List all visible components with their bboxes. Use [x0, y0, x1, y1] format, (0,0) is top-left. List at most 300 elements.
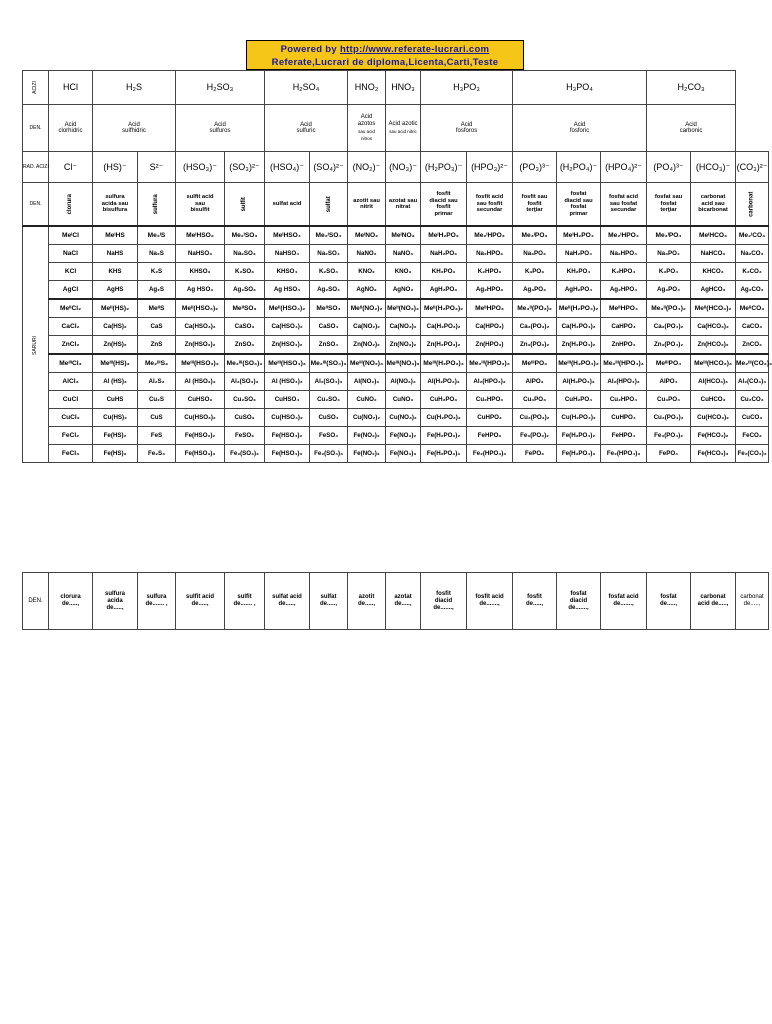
salt-formula: FeCl₂ — [49, 427, 93, 445]
salt-formula: CuCO₃ — [736, 409, 769, 427]
acid-name-alt: sau acid nitros — [358, 129, 375, 141]
salt-formula: Na₂CO₃ — [736, 245, 769, 263]
salt-formula: Al (HSO₃)₃ — [176, 373, 225, 391]
denomination-blank — [138, 573, 176, 630]
denomination-blank — [421, 573, 467, 630]
salt-formula: Cu₂HPO₃ — [467, 391, 513, 409]
salt-formula: AgHS — [93, 281, 138, 300]
salt-formula: Na₃PO₃ — [513, 245, 557, 263]
salt-formula: Al(H₂PO₄)₃ — [557, 373, 601, 391]
radical-name: sulfat — [325, 195, 332, 213]
acid-radical: (HSO₃)⁻ — [176, 152, 225, 183]
row-label-den: DEN. — [23, 105, 49, 152]
salt-formula: Cu(H₂PO₄)₂ — [557, 409, 601, 427]
banner-line1 — [247, 43, 523, 56]
salt-formula: Fe₂(SO₃)₃ — [225, 445, 265, 463]
radical-name: carbonat acid sau bicarbonat — [698, 194, 728, 214]
acid-name-cell — [386, 105, 421, 152]
radical-name-cell — [348, 183, 386, 227]
salt-formula: FePO₄ — [647, 445, 691, 463]
acid-formula: H₂SO₃ — [176, 71, 265, 105]
salt-formula: Al (HS)₃ — [93, 373, 138, 391]
radical-name: fosfat sau fosfat terţiar — [654, 194, 683, 214]
salt-formula: AgCl — [49, 281, 93, 300]
salt-formula: AgNO₃ — [386, 281, 421, 300]
salt-formula: Ag₃PO₃ — [513, 281, 557, 300]
radical-name: sulfat acid — [272, 200, 302, 207]
salt-general-formula: MeᴵᴵᴵPO₄ — [647, 354, 691, 373]
salt-formula: K₂CO₃ — [736, 263, 769, 281]
acid-radical: Cl⁻ — [49, 152, 93, 183]
salt-formula: CaCl₂ — [49, 318, 93, 336]
salt-formula: CaS — [138, 318, 176, 336]
salt-formula: Fe(NO₂)₂ — [348, 427, 386, 445]
salt-formula: CuNO₂ — [348, 391, 386, 409]
salt-formula: Al₂(SO₃)₃ — [225, 373, 265, 391]
radical-name: clorura — [67, 193, 74, 215]
acid-name: Acid sulfuric — [296, 121, 316, 134]
salt-formula: Fe(NO₃)₂ — [386, 427, 421, 445]
salt-formula: Cu(HSO₃)₂ — [176, 409, 225, 427]
salt-formula: Zn₃(PO₃)₂ — [513, 336, 557, 355]
salt-formula: FeSO₃ — [225, 427, 265, 445]
salt-general-formula: Me₂ᴵᴵᴵ(HPO₄)₃ — [601, 354, 647, 373]
salt-formula: Ca₃(PO₄)₂ — [647, 318, 691, 336]
salt-formula: Ag₂SO₄ — [310, 281, 348, 300]
salt-general-formula: Me₃ᴵᴵ(PO₄)₂ — [647, 299, 691, 318]
salt-general-formula: MeᴵᴵCO₃ — [736, 299, 769, 318]
acid-radical: (NO₃)⁻ — [386, 152, 421, 183]
salt-formula: FeHPO₄ — [601, 427, 647, 445]
acid-radical: S²⁻ — [138, 152, 176, 183]
salt-formula: Fe(HSO₄)₃ — [265, 445, 310, 463]
radical-name-cell — [138, 183, 176, 227]
denomination-text: sulfat acid de....., — [272, 594, 302, 607]
salt-formula: Cu(HSO₄)₂ — [265, 409, 310, 427]
salt-formula: AgH₂PO₄ — [557, 281, 601, 300]
denomination-row — [23, 573, 769, 630]
salt-formula: K₃PO₃ — [513, 263, 557, 281]
acid-radical: (NO₂)⁻ — [348, 152, 386, 183]
salt-formula: Fe(NO₃)₃ — [386, 445, 421, 463]
salt-general-formula: MeᴵHSO₃ — [176, 226, 225, 245]
salt-formula: Al(NO₂)₃ — [348, 373, 386, 391]
salt-formula: CuCl₂ — [49, 409, 93, 427]
salt-row — [23, 299, 769, 318]
radical-name-cell — [49, 183, 93, 227]
radical-row — [23, 152, 769, 183]
acid-radical: (PO₃)³⁻ — [513, 152, 557, 183]
salt-formula: Cu₂SO₃ — [225, 391, 265, 409]
salt-formula: ZnCl₂ — [49, 336, 93, 355]
denomination-blank — [513, 573, 557, 630]
salt-general-formula: MeᴵᴵHPO₃ — [467, 299, 513, 318]
salt-formula: CuHPO₃ — [467, 409, 513, 427]
salt-formula: K₂S — [138, 263, 176, 281]
salt-formula: Ag₂CO₃ — [736, 281, 769, 300]
acid-formula: H₃PO₄ — [513, 71, 647, 105]
salt-formula: NaCl — [49, 245, 93, 263]
salt-formula: CuHSO₄ — [265, 391, 310, 409]
radical-name: fosfat acid sau fosfat secundar — [609, 194, 639, 214]
denomination-text: fosfat de....., — [659, 594, 677, 607]
salt-formula: ZnCO₃ — [736, 336, 769, 355]
salt-formula: Fe₂(HPO₃)₃ — [467, 445, 513, 463]
acid-radical: (H₂PO₄)⁻ — [557, 152, 601, 183]
denomination-blank — [265, 573, 310, 630]
salt-formula: Zn(HSO₃)₂ — [176, 336, 225, 355]
salt-formula: CuH₂PO₄ — [557, 391, 601, 409]
salt-general-formula: Meᴵᴵ(NO₂)₂ — [348, 299, 386, 318]
salt-formula: FeCl₃ — [49, 445, 93, 463]
banner-line2: Referate,Lucrari de diploma,Licenta,Carti,Teste — [271, 57, 499, 68]
salt-formula: Zn(NO₂)₂ — [348, 336, 386, 355]
salt-formula: Fe(H₂PO₄)₂ — [557, 427, 601, 445]
salt-formula: Fe(H₂PO₄)₃ — [557, 445, 601, 463]
salt-general-formula: MeᴵᴵHPO₄ — [601, 299, 647, 318]
radical-name-cell — [601, 183, 647, 227]
acid-name-row — [23, 105, 769, 152]
denomination-blank — [176, 573, 225, 630]
salt-formula: Ag₃PO₄ — [647, 281, 691, 300]
salt-general-formula: Me₂ᴵCO₃ — [736, 226, 769, 245]
acids-salts-table — [22, 70, 772, 463]
acid-formula-row — [23, 71, 769, 105]
salt-general-formula: MeᴵHS — [93, 226, 138, 245]
acid-name: Acid azotic — [388, 120, 418, 127]
row-label-acizi — [23, 71, 49, 105]
radical-name-row — [23, 183, 769, 227]
salt-formula: CaSO₄ — [310, 318, 348, 336]
salt-formula: CaSO₃ — [225, 318, 265, 336]
salt-row — [23, 391, 769, 409]
acid-name-cell — [49, 105, 93, 152]
acid-name-cell — [421, 105, 513, 152]
banner-prefix: Powered by — [280, 44, 340, 55]
banner-link[interactable]: http://www.referate-lucrari.com — [339, 44, 490, 55]
radical-name: fosfat diacid sau fosfat primar — [564, 191, 593, 217]
salt-formula: Ag HSO₄ — [265, 281, 310, 300]
salt-formula: AlCl₃ — [49, 373, 93, 391]
salt-general-formula: Me₂ᴵS — [138, 226, 176, 245]
denomination-blank — [310, 573, 348, 630]
acid-radical: (H₂PO₃)⁻ — [421, 152, 467, 183]
salt-general-formula: MeᴵNO₃ — [386, 226, 421, 245]
radical-name: sulfit acid sau bisulfit — [186, 194, 214, 214]
salt-general-formula: Meᴵᴵᴵ(H₂PO₄)₃ — [557, 354, 601, 373]
salt-formula: Zn(HCO₃)₂ — [691, 336, 736, 355]
denomination-blank — [348, 573, 386, 630]
salt-formula: Fe₂(SO₄)₃ — [310, 445, 348, 463]
acid-name-cell — [348, 105, 386, 152]
denomination-text: sulfat de....., — [319, 594, 337, 607]
denomination-text: sulfit acid de....., — [185, 594, 214, 607]
salt-formula: Ca₃(PO₃)₂ — [513, 318, 557, 336]
salt-formula: Na₂HPO₃ — [467, 245, 513, 263]
salt-general-formula: Meᴵᴵ(HSO₃)₂ — [176, 299, 225, 318]
acid-name-cell — [176, 105, 265, 152]
acid-name: Acid sulfuros — [209, 121, 231, 134]
salt-formula: Ca(H₂PO₃)₂ — [421, 318, 467, 336]
acid-radical: (HSO₄)⁻ — [265, 152, 310, 183]
salt-formula: K₂HPO₃ — [467, 263, 513, 281]
salt-formula: Zn(H₂PO₃)₂ — [421, 336, 467, 355]
salt-row — [23, 409, 769, 427]
salt-formula: CuSO₃ — [225, 409, 265, 427]
denomination-text: sulfit de....... , — [233, 594, 256, 607]
salt-formula: Cu₃PO₃ — [513, 391, 557, 409]
denomination-text: sulfura acida de....., — [104, 590, 125, 611]
salt-row — [23, 336, 769, 355]
salt-general-formula: Meᴵᴵ(H₂PO₄)₂ — [557, 299, 601, 318]
salt-general-formula: Meᴵᴵᴵ(HS)₃ — [93, 354, 138, 373]
salt-formula: Ca(NO₃)₂ — [386, 318, 421, 336]
acid-name: Acid fosforos — [455, 121, 478, 134]
acid-name-cell — [513, 105, 647, 152]
salt-formula: Fe(H₂PO₃)₃ — [421, 445, 467, 463]
salt-row — [23, 245, 769, 263]
salt-formula: KH₂PO₄ — [557, 263, 601, 281]
saruri-label — [23, 226, 49, 463]
acid-name: Acid sulfhidric — [122, 121, 146, 134]
salt-formula: KHSO₃ — [176, 263, 225, 281]
salt-formula: Fe(HCO₃)₃ — [691, 445, 736, 463]
salt-formula: Cu(HS)₂ — [93, 409, 138, 427]
acid-name: Acid fosforic — [569, 121, 590, 134]
acid-name: Acid azotos — [357, 114, 376, 127]
salt-formula: CaHPO₄ — [601, 318, 647, 336]
salt-formula: Fe₂(HPO₄)₃ — [601, 445, 647, 463]
radical-name-cell — [513, 183, 557, 227]
salt-formula: Na₃PO₄ — [647, 245, 691, 263]
salt-formula: Cu(NO₂)₂ — [348, 409, 386, 427]
radical-name-cell — [557, 183, 601, 227]
salt-row — [23, 263, 769, 281]
denomination-exercise-table — [22, 572, 769, 630]
salt-formula: FeHPO₃ — [467, 427, 513, 445]
salt-general-formula: MeᴵᴵᴵCl₃ — [49, 354, 93, 373]
acid-radical: (HCO₃)⁻ — [691, 152, 736, 183]
denomination-text: fosfit acid de......., — [475, 594, 504, 607]
salt-general-formula: Meᴵᴵ(HS)₂ — [93, 299, 138, 318]
salt-general-formula: Me₂ᴵHPO₄ — [601, 226, 647, 245]
salt-general-formula: Me₂ᴵSO₃ — [225, 226, 265, 245]
salt-formula: Zn(HS)₂ — [93, 336, 138, 355]
acid-formula: H₂S — [93, 71, 176, 105]
salt-row — [23, 354, 769, 373]
salt-formula: Ag₂S — [138, 281, 176, 300]
salt-formula: NaHSO₃ — [176, 245, 225, 263]
salt-general-formula: MeᴵCl — [49, 226, 93, 245]
salt-general-formula: Meᴵᴵᴵ(NO₃)₃ — [386, 354, 421, 373]
denomination-text: azotat de....., — [394, 594, 412, 607]
salt-general-formula: MeᴵH₂PO₄ — [557, 226, 601, 245]
salt-formula: Cu₂CO₃ — [736, 391, 769, 409]
salt-formula: Fe₃(PO₃)₂ — [513, 427, 557, 445]
salt-formula: KNO₃ — [386, 263, 421, 281]
salt-general-formula: Me₂ᴵᴵᴵS₃ — [138, 354, 176, 373]
radical-name-cell — [691, 183, 736, 227]
salt-formula: Cu(NO₃)₂ — [386, 409, 421, 427]
salt-formula: KNO₂ — [348, 263, 386, 281]
salt-formula: Na₂HPO₄ — [601, 245, 647, 263]
salt-formula: Fe₂S₃ — [138, 445, 176, 463]
denomination-text: carbonat de....., — [740, 594, 764, 607]
salt-formula: CuHS — [93, 391, 138, 409]
radical-name-cell — [93, 183, 138, 227]
acid-name: Acid clorhidric — [58, 121, 83, 134]
salt-formula: CuNO₃ — [386, 391, 421, 409]
salt-row — [23, 427, 769, 445]
radical-name: azotit sau nitrit — [353, 197, 380, 210]
salt-general-formula: Me₂ᴵᴵᴵ(SO₃)₃ — [225, 354, 265, 373]
salt-formula: KCl — [49, 263, 93, 281]
salt-formula: NaHS — [93, 245, 138, 263]
salt-formula: AgNO₂ — [348, 281, 386, 300]
radical-name-cell — [176, 183, 225, 227]
saruri-label-text: SARURI — [32, 335, 38, 355]
radical-name-cell — [421, 183, 467, 227]
salt-formula: Al(NO₃)₃ — [386, 373, 421, 391]
salt-general-formula: Meᴵᴵᴵ(HSO₄)₃ — [265, 354, 310, 373]
acid-formula: H₂SO₄ — [265, 71, 348, 105]
bottom-label: DEN. — [23, 573, 49, 630]
salt-general-formula: Meᴵᴵᴵ(H₂PO₃)₃ — [421, 354, 467, 373]
salt-formula: Fe(HS)₃ — [93, 445, 138, 463]
denomination-blank — [386, 573, 421, 630]
salt-formula: CuCl — [49, 391, 93, 409]
salt-formula: Ca(NO₂)₂ — [348, 318, 386, 336]
salt-row — [23, 226, 769, 245]
salt-formula: ZnS — [138, 336, 176, 355]
salt-general-formula: Me₃ᴵPO₃ — [513, 226, 557, 245]
salt-formula: Ca(HSO₃)₂ — [176, 318, 225, 336]
salt-formula: Al(HCO₃)₃ — [691, 373, 736, 391]
radical-name: fosfit diacid sau fosfit primar — [429, 191, 458, 217]
radical-name: fosfit sau fosfit terţiar — [521, 194, 548, 214]
acid-radical: (HPO₄)²⁻ — [601, 152, 647, 183]
salt-formula: Al₂(HPO₄)₃ — [601, 373, 647, 391]
denomination-text: sulfura de....... , — [145, 594, 168, 607]
salt-formula: CuH₂PO₃ — [421, 391, 467, 409]
denomination-blank — [49, 573, 93, 630]
salt-row — [23, 445, 769, 463]
salt-formula: Zn(H₂PO₄)₂ — [557, 336, 601, 355]
salt-formula: Ca(HPO₃) — [467, 318, 513, 336]
salt-formula: AlPO₃ — [513, 373, 557, 391]
radical-name-cell — [467, 183, 513, 227]
acid-formula: H₂CO₃ — [647, 71, 736, 105]
salt-general-formula: Me₂ᴵSO₄ — [310, 226, 348, 245]
salt-formula: AgHCO₃ — [691, 281, 736, 300]
salt-formula: Ca(HS)₂ — [93, 318, 138, 336]
salt-formula: CuHCO₃ — [691, 391, 736, 409]
salt-formula: FeSO₄ — [310, 427, 348, 445]
salt-formula: NaHCO₃ — [691, 245, 736, 263]
salt-formula: Ag₂HPO₃ — [467, 281, 513, 300]
salt-formula: Zn(HPO₃) — [467, 336, 513, 355]
salt-formula: Zn(HSO₄)₂ — [265, 336, 310, 355]
salt-formula: Cu₃(PO₄)₂ — [647, 409, 691, 427]
salt-formula: KHSO₄ — [265, 263, 310, 281]
acid-formula: HCl — [49, 71, 93, 105]
salt-formula: Na₂S — [138, 245, 176, 263]
salt-formula: K₂SO₃ — [225, 263, 265, 281]
radical-name-cell — [736, 183, 769, 227]
radical-name-cell — [225, 183, 265, 227]
salt-formula: CuS — [138, 409, 176, 427]
denomination-text: fosfit de....., — [525, 594, 543, 607]
salt-general-formula: MeᴵᴵSO₃ — [225, 299, 265, 318]
salt-general-formula: Me₃ᴵPO₄ — [647, 226, 691, 245]
salt-formula: ZnSO₃ — [225, 336, 265, 355]
salt-formula: Cu(H₂PO₃)₂ — [421, 409, 467, 427]
salt-general-formula: MeᴵNO₂ — [348, 226, 386, 245]
denomination-blank — [93, 573, 138, 630]
salt-formula: Cu₂SO₄ — [310, 391, 348, 409]
denomination-text: carbonat acid de....., — [697, 594, 729, 607]
salt-general-formula: MeᴵH₂PO₃ — [421, 226, 467, 245]
salt-row — [23, 373, 769, 391]
salt-general-formula: Me₃ᴵᴵ(PO₃)₂ — [513, 299, 557, 318]
denomination-text: azotit de....., — [357, 594, 375, 607]
denomination-blank — [736, 573, 769, 630]
radical-name: azotat sau nitrat — [388, 197, 418, 210]
salt-formula: AlPO₄ — [647, 373, 691, 391]
salt-formula: Fe(HSO₃)₂ — [176, 427, 225, 445]
salt-formula: KHCO₃ — [691, 263, 736, 281]
salt-formula: Ca(H₂PO₄)₂ — [557, 318, 601, 336]
salt-formula: Ca(HCO₃)₂ — [691, 318, 736, 336]
salt-formula: FeS — [138, 427, 176, 445]
acid-name-alt: sau acid nitric — [389, 129, 417, 134]
salt-formula: Fe₃(PO₄)₂ — [647, 427, 691, 445]
acid-radical: (HPO₃)²⁻ — [467, 152, 513, 183]
radical-name: fosfit acid sau fosfit secundar — [475, 194, 504, 214]
salt-formula: FePO₃ — [513, 445, 557, 463]
salt-formula: Al₂(HPO₃)₃ — [467, 373, 513, 391]
acid-radical: (SO₄)²⁻ — [310, 152, 348, 183]
salt-formula: Zn₃(PO₄)₂ — [647, 336, 691, 355]
row-label-den2: DEN. — [23, 183, 49, 227]
salt-formula: NaNO₂ — [348, 245, 386, 263]
salt-formula: ZnHPO₄ — [601, 336, 647, 355]
salt-formula: Fe(HSO₄)₂ — [265, 427, 310, 445]
salt-general-formula: MeᴵHSO₄ — [265, 226, 310, 245]
salt-formula: NaH₂PO₃ — [421, 245, 467, 263]
acid-name-cell — [265, 105, 348, 152]
acid-radical: (SO₃)²⁻ — [225, 152, 265, 183]
salt-formula: AgH₂PO₃ — [421, 281, 467, 300]
salt-formula: Al₂S₃ — [138, 373, 176, 391]
denomination-blank — [467, 573, 513, 630]
radical-name-cell — [386, 183, 421, 227]
acid-formula: HNO₂ — [348, 71, 386, 105]
acid-name-cell — [647, 105, 736, 152]
salt-formula: Cu(HCO₃)₂ — [691, 409, 736, 427]
salt-formula: CuHSO₃ — [176, 391, 225, 409]
acid-formula: HNO₃ — [386, 71, 421, 105]
salt-formula: Al₂(SO₄)₃ — [310, 373, 348, 391]
salt-formula: NaHSO₄ — [265, 245, 310, 263]
salt-formula: Cu₃(PO₃)₂ — [513, 409, 557, 427]
salt-formula: NaH₂PO₄ — [557, 245, 601, 263]
salt-formula: Ca(HSO₄)₂ — [265, 318, 310, 336]
radical-name: sulfura — [153, 193, 160, 215]
salt-general-formula: Me₂ᴵᴵᴵ(CO₃)₃ — [736, 354, 769, 373]
salt-formula: ZnSO₄ — [310, 336, 348, 355]
acid-formula: H₃PO₃ — [421, 71, 513, 105]
